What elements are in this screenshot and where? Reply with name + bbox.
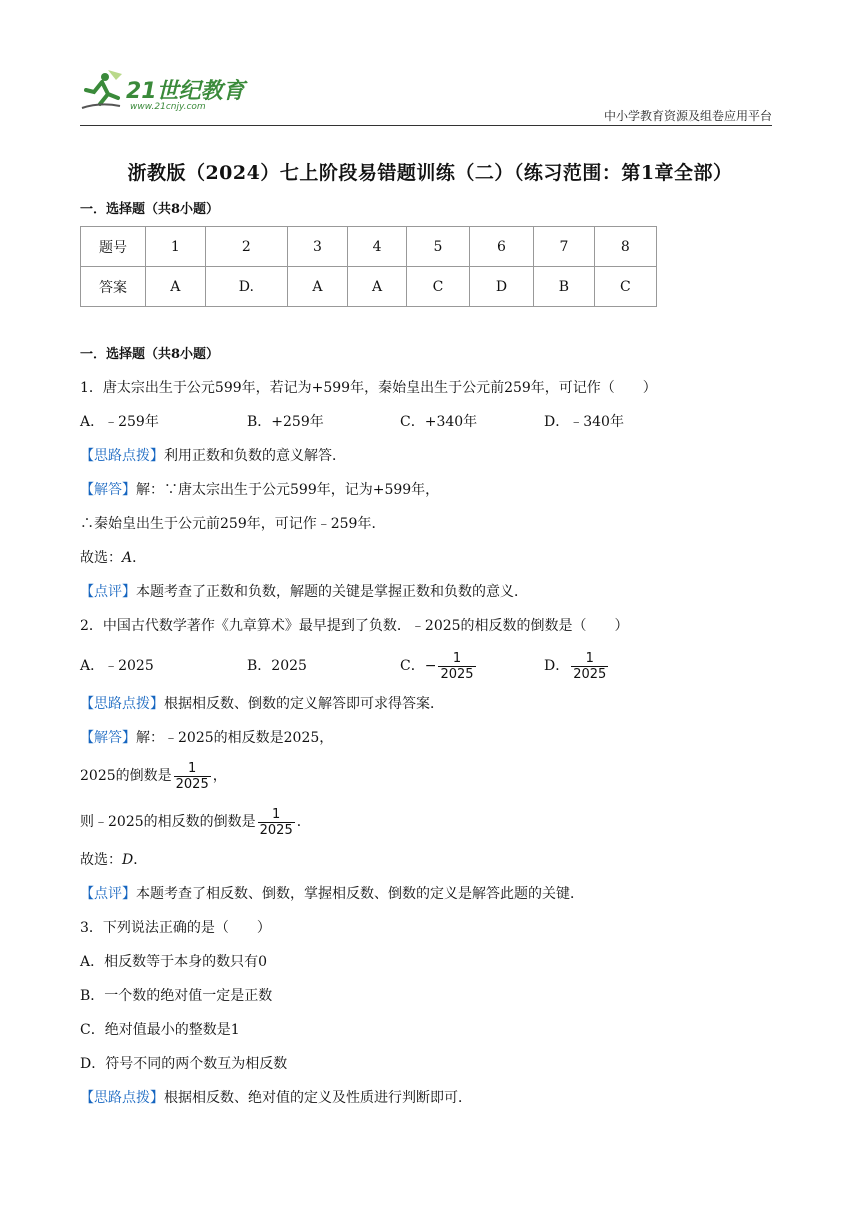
- q2-option-d: D． $\frac{1}{2025}$: [544, 650, 607, 682]
- table-cell: 题号: [81, 227, 146, 267]
- q2-review: [80, 884, 584, 904]
- q1-choice: 故选：A．: [80, 550, 147, 566]
- question-3-stem: 3．下列说法正确的是（ ）: [80, 920, 271, 936]
- hint-text: 根据相反数、绝对值的定义及性质进行判断即可．: [164, 1090, 472, 1106]
- q1-option-c: C．+340年: [400, 414, 478, 430]
- review-text: 本题考查了正数和负数，解题的关键是掌握正数和负数的意义．: [136, 584, 528, 600]
- solution-tag: 【解答】: [80, 730, 136, 746]
- review-text: 本题考查了相反数、倒数，掌握相反数、倒数的定义是解答此题的关键．: [136, 886, 584, 902]
- q3-option-b: B．一个数的绝对值一定是正数: [80, 988, 273, 1004]
- solution-tag: 【解答】: [80, 482, 136, 498]
- table-cell: 3: [288, 227, 348, 267]
- runner-logo-icon: [80, 68, 128, 112]
- logo: [80, 68, 250, 118]
- question-2-stem: 2．中国古代数学著作《九章算术》最早提到了负数．﹣2025的相反数的倒数是（ ）: [80, 618, 629, 634]
- table-row: [81, 227, 657, 267]
- solution-text: 解：﹣2025的相反数是2025，: [136, 730, 334, 746]
- solution-text: 解：∵唐太宗出生于公元599年，记为+599年，: [136, 482, 440, 498]
- hint-tag: 【思路点拨】: [80, 448, 164, 464]
- q2-option-b: B．2025: [247, 658, 307, 674]
- q3-option-d: D．符号不同的两个数互为相反数: [80, 1056, 288, 1072]
- table-cell: 8: [594, 227, 656, 267]
- table-cell: A: [288, 267, 348, 307]
- q1-hint: [80, 446, 346, 466]
- table-cell: D.: [205, 267, 288, 307]
- table-cell: C: [407, 267, 469, 307]
- review-tag: 【点评】: [80, 584, 136, 600]
- hint-tag: 【思路点拨】: [80, 696, 164, 712]
- header-divider: [80, 125, 772, 126]
- table-cell: 4: [347, 227, 407, 267]
- section-heading: 一．选择题（共8小题）: [80, 347, 220, 362]
- q3-option-c: C．绝对值最小的整数是1: [80, 1022, 240, 1038]
- q1-review: [80, 582, 528, 602]
- table-cell: A: [146, 267, 206, 307]
- q2-option-a: A．﹣2025: [80, 658, 154, 674]
- table-row: [81, 267, 657, 307]
- table-cell: 答案: [81, 267, 146, 307]
- fraction: $\frac{1}{2025}$: [573, 650, 607, 682]
- q3-option-a: A．相反数等于本身的数只有0: [80, 954, 268, 970]
- section-heading: 一．选择题（共8小题）: [80, 202, 220, 217]
- table-cell: B: [534, 267, 594, 307]
- q2-solution-3: 则﹣2025的相反数的倒数是 $\frac{1}{2025}$ ．: [80, 806, 311, 838]
- page-title: 浙教版（2024）七上阶段易错题训练（二）（练习范围：第1章全部）: [127, 162, 733, 184]
- q1-option-d: D．﹣340年: [544, 414, 624, 430]
- header: [0, 0, 860, 130]
- answer-table: [80, 226, 657, 307]
- platform-text: 中小学教育资源及组卷应用平台: [603, 109, 772, 123]
- q2-option-c: C．− $\frac{1}{2025}$: [400, 650, 474, 682]
- table-cell: 2: [205, 227, 288, 267]
- q2-hint: [80, 694, 444, 714]
- logo-text: 21世纪教育: [126, 79, 245, 104]
- hint-tag: 【思路点拨】: [80, 1090, 164, 1106]
- question-1-stem: 1．唐太宗出生于公元599年，若记为+599年，秦始皇出生于公元前259年，可记作（ ）: [80, 380, 657, 396]
- logo-url: www.21cnjy.com: [130, 102, 206, 112]
- hint-text: 利用正数和负数的意义解答．: [164, 448, 346, 464]
- q3-hint: [80, 1088, 472, 1108]
- table-cell: 6: [469, 227, 534, 267]
- q1-solution-1: [80, 480, 439, 500]
- table-cell: 7: [534, 227, 594, 267]
- fraction: $\frac{1}{2025}$: [175, 760, 209, 792]
- review-tag: 【点评】: [80, 886, 136, 902]
- table-cell: 5: [407, 227, 469, 267]
- q2-choice: 故选：D．: [80, 852, 148, 868]
- q2-solution-1: [80, 728, 333, 748]
- table-cell: D: [469, 267, 534, 307]
- fraction: $\frac{1}{2025}$: [259, 806, 293, 838]
- q1-option-a: A．﹣259年: [80, 414, 159, 430]
- hint-text: 根据相反数、倒数的定义解答即可求得答案．: [164, 696, 444, 712]
- fraction: $\frac{1}{2025}$: [440, 650, 474, 682]
- table-cell: 1: [146, 227, 206, 267]
- table-cell: C: [594, 267, 656, 307]
- q1-solution-2: ∴秦始皇出生于公元前259年，可记作﹣259年．: [80, 516, 386, 532]
- table-cell: A: [347, 267, 407, 307]
- q2-solution-2: 2025的倒数是 $\frac{1}{2025}$ ，: [80, 760, 227, 792]
- q1-option-b: B．+259年: [247, 414, 324, 430]
